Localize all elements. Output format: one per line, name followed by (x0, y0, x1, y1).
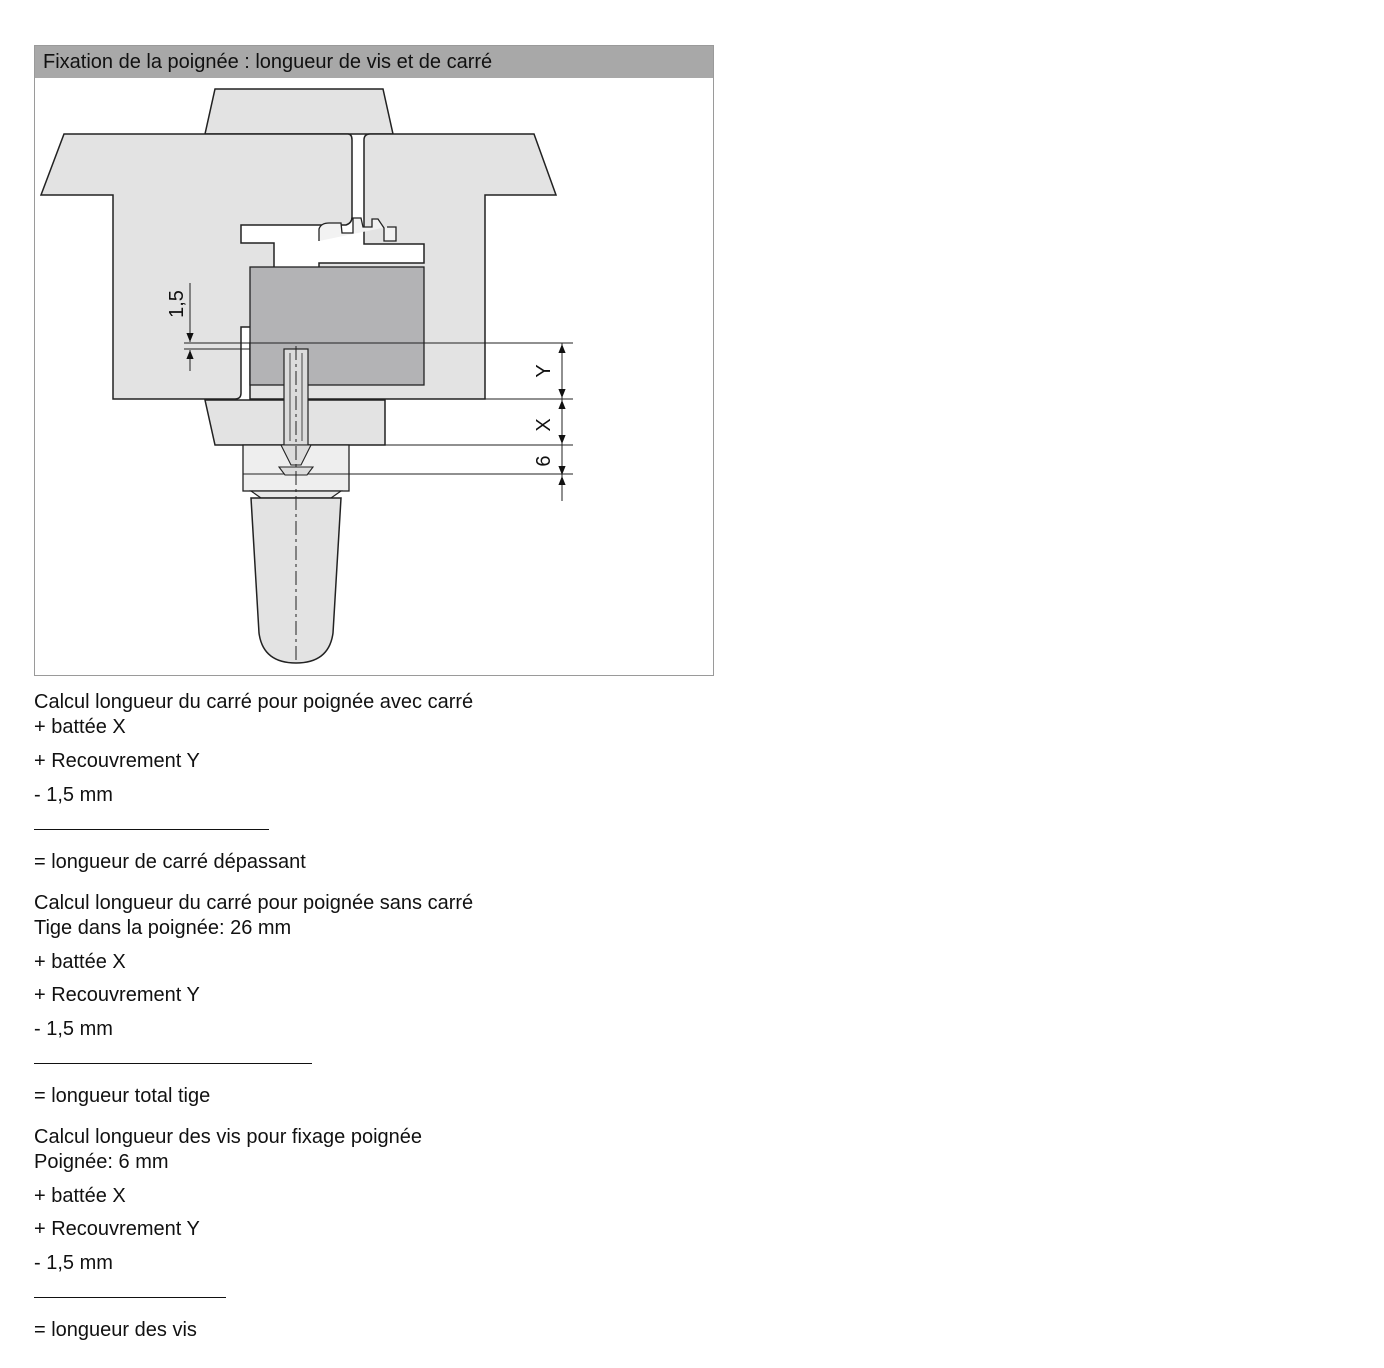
dimension-label-handle: 6 (533, 455, 555, 467)
section-3-base: Poignée: 6 mm (34, 1151, 169, 1173)
handle-fixing-figure (34, 45, 714, 676)
section-3-title: Calcul longueur des vis pour fixage poignée (34, 1126, 423, 1148)
section-1-result: = longueur de carré dépassant (34, 851, 306, 873)
section-3-line-rebate: + battée X (34, 1185, 126, 1207)
section-1-line-overlap: + Recouvrement Y (34, 750, 200, 772)
top-cap (205, 89, 393, 134)
section-2-line-rebate: + battée X (34, 951, 126, 973)
figure-title: Fixation de la poignée : longueur de vis et de carré (35, 46, 713, 78)
section-3-result: = longueur des vis (34, 1319, 197, 1341)
section-2-sum-rule (34, 1063, 312, 1064)
handle-cross-section-drawing (35, 78, 713, 675)
section-1-line-offset: - 1,5 mm (34, 784, 113, 806)
section-3-line-offset: - 1,5 mm (34, 1252, 113, 1274)
square-spindle-block (250, 267, 424, 385)
section-2-title: Calcul longueur du carré pour poignée sans carré (34, 892, 474, 914)
section-1-line-rebate: + battée X (34, 716, 126, 738)
section-2-line-overlap: + Recouvrement Y (34, 984, 200, 1006)
section-2-line-offset: - 1,5 mm (34, 1018, 113, 1040)
dimension-label-offset: 1,5 (166, 290, 188, 318)
dimension-label-overlap: Y (533, 364, 555, 378)
section-1-title: Calcul longueur du carré pour poignée avec carré (34, 691, 474, 713)
section-3-line-overlap: + Recouvrement Y (34, 1218, 200, 1240)
dimension-label-rebate: X (533, 418, 555, 432)
section-3-sum-rule (34, 1297, 226, 1298)
section-2-base: Tige dans la poignée: 26 mm (34, 917, 292, 939)
section-1-sum-rule (34, 829, 269, 830)
section-2-result: = longueur total tige (34, 1085, 211, 1107)
